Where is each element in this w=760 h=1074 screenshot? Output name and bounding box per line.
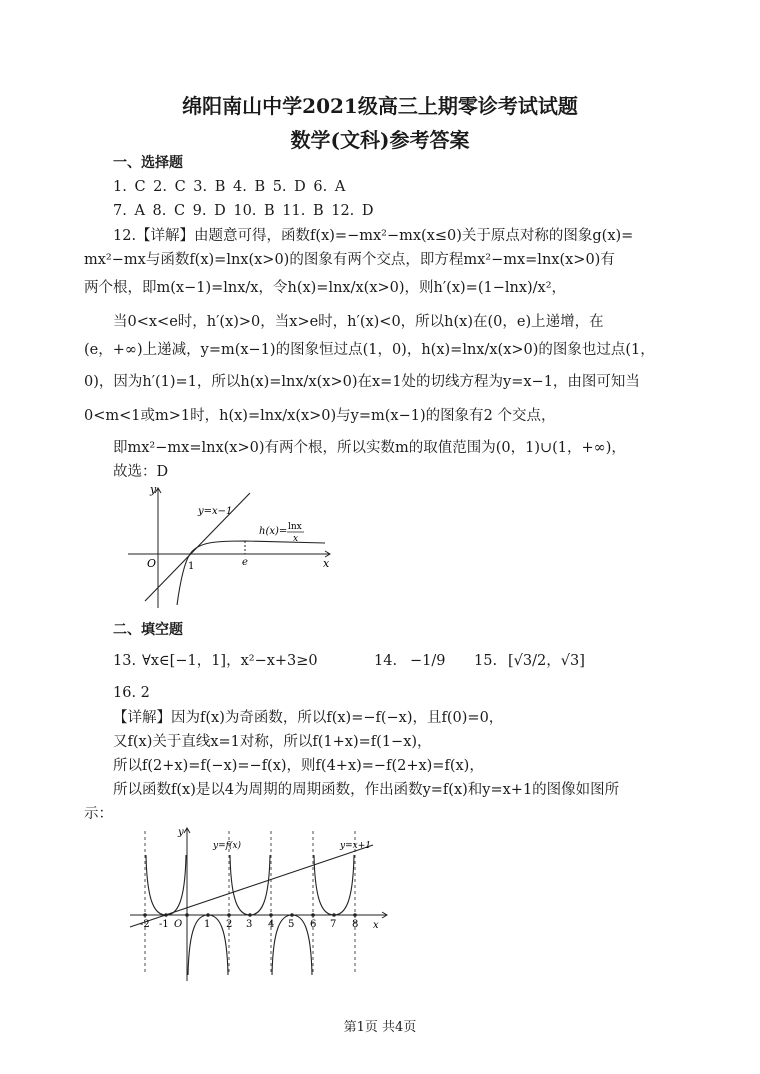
graph2-tick-7: 7 (330, 919, 337, 930)
q14-number: 14. (374, 653, 398, 669)
q12-line-1: 12.【详解】由题意可得，函数f(x)=−mx²−mx(x≤0)关于原点对称的图象g(x)= (113, 228, 634, 244)
graph2-tick-4: 4 (268, 919, 275, 930)
page-subtitle: 数学(文科)参考答案 (290, 128, 470, 152)
graph1-curve-label: h(x)= (259, 526, 288, 537)
q12-line-7: 0<m<1或m>1时，h(x)=lnx/x(x>0)与y=m(x−1)的图象有2 个交点， (84, 408, 556, 424)
graph2-f-label: y=f(x) (213, 841, 242, 851)
q16-answer: 16. 2 (113, 685, 150, 701)
q12-line-8: 即mx²−mx=lnx(x>0)有两个根，所以实数m的取值范围为(0，1)∪(1，+∞)， (113, 440, 626, 456)
graph2-origin: O (174, 919, 183, 930)
q16-line-1: 【详解】因为f(x)为奇函数，所以f(x)=−f(−x)，且f(0)=0， (113, 710, 504, 726)
page-title: 绵阳南山中学2021级高三上期零诊考试试题 (182, 94, 578, 118)
graph1-tick-e: e (242, 557, 248, 568)
graph2-tick-neg2: -2 (140, 919, 150, 930)
graph2-tick-8: 8 (352, 919, 359, 930)
page-footer: 第1页 共4页 (343, 1020, 417, 1035)
graph2-tick-neg1: -1 (159, 919, 169, 930)
graph2-tick-2: 2 (226, 919, 233, 930)
q16-line-3: 所以f(2+x)=f(−x)=−f(x)，则f(4+x)=−f(2+x)=f(x)， (113, 758, 484, 774)
graph1-curve-num: lnx (288, 522, 302, 532)
q12-line-2: mx²−mx与函数f(x)=lnx(x>0)的图象有两个交点，即方程mx²−mx=lnx(x>0)有 (84, 252, 615, 268)
q12-line-6: 0)，因为h′(1)=1，所以h(x)=lnx/x(x>0)在x=1处的切线方程为y=x−1，由图可知当 (84, 374, 640, 390)
q12-line-3: 两个根，即m(x−1)=lnx/x，令h(x)=lnx/x(x>0)，则h′(x)=(1−lnx)/x²， (84, 280, 567, 296)
q16-line-2: 又f(x)关于直线x=1对称，所以f(1+x)=f(1−x)， (113, 734, 432, 750)
graph2-x-label: x (373, 920, 379, 931)
q15-number: 15. (474, 653, 498, 669)
graph2-tick-5: 5 (288, 919, 295, 930)
q13-answer: ∀x∈[−1，1]，x²−x+3≥0 (142, 653, 318, 669)
graph2-tick-6: 6 (310, 919, 317, 930)
graph1-line-label: y=x−1 (198, 506, 233, 517)
answer-row-2: 7. A 8. C 9. D 10. B 11. B 12. D (113, 203, 374, 219)
section-heading-choice: 一、选择题 (113, 155, 183, 171)
q16-line-5: 示： (84, 806, 113, 822)
graph1-y-label: y (150, 483, 157, 496)
graph1-curve-den: x (293, 534, 299, 544)
answer-row-1: 1. C 2. C 3. B 4. B 5. D 6. A (113, 179, 346, 195)
q16-line-4: 所以函数f(x)是以4为周期的周期函数，作出函数y=f(x)和y=x+1的图像如图所 (113, 782, 620, 798)
q15-answer: [√3/2，√3] (508, 653, 585, 669)
graph1-tick-1: 1 (188, 561, 195, 572)
q12-line-5: (e，+∞)上递减，y=m(x−1)的图象恒过点(1，0)，h(x)=lnx/x(x>0)的图象也过点(1， (84, 342, 655, 358)
q13-number: 13. (113, 653, 137, 669)
q12-line-9: 故选：D (113, 464, 169, 480)
q14-answer: −1/9 (410, 653, 446, 669)
graph2-tick-1: 1 (204, 919, 211, 930)
section-heading-fill: 二、填空题 (113, 622, 183, 638)
graph-f-of-x (125, 823, 390, 983)
graph1-x-label: x (323, 557, 330, 570)
graph2-tick-3: 3 (246, 919, 253, 930)
graph1-origin: O (147, 557, 157, 570)
graph-h-of-x (120, 483, 340, 613)
graph2-y-label: y (178, 827, 184, 838)
graph2-line-label: y=x+1 (340, 841, 371, 851)
q12-line-4: 当0<x<e时，h′(x)>0，当x>e时，h′(x)<0，所以h(x)在(0，e)上递增，在 (113, 314, 604, 330)
